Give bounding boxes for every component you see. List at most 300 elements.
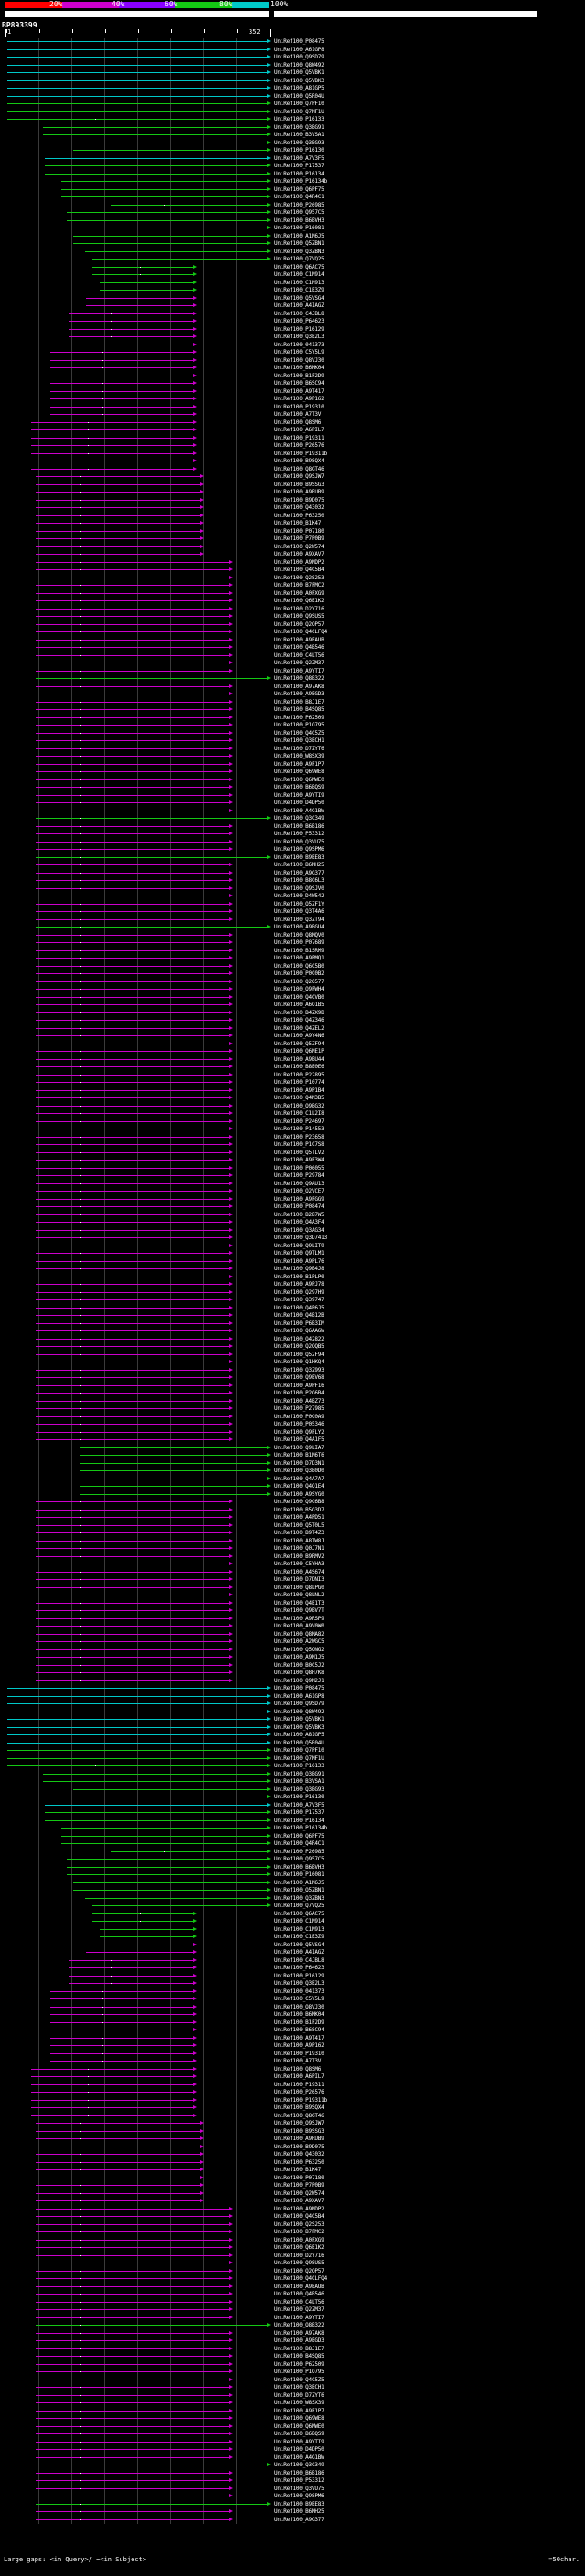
hit-label[interactable]: UniRef100_A9BU44: [274, 1055, 324, 1063]
hit-label[interactable]: UniRef100_Q9FLY2: [274, 1428, 324, 1436]
hit-label[interactable]: UniRef100_A9F1P7: [274, 760, 324, 768]
hit-label[interactable]: UniRef100_Q4C5B4: [274, 2213, 324, 2220]
hit-label[interactable]: UniRef100_A2WGC5: [274, 1638, 324, 1645]
hit-label[interactable]: UniRef100_B3VSA1: [274, 1778, 324, 1785]
hit-label[interactable]: UniRef100_Q5VSG4: [274, 294, 324, 302]
alignment-bar[interactable]: [36, 702, 230, 703]
alignment-bar[interactable]: [31, 422, 193, 423]
hit-label[interactable]: UniRef100_B9RMV2: [274, 1553, 324, 1560]
hit-label[interactable]: UniRef100_Q297H9: [274, 1288, 324, 1296]
alignment-bar[interactable]: [36, 1299, 230, 1300]
alignment-bar[interactable]: [50, 1991, 192, 1992]
alignment-bar[interactable]: [36, 631, 230, 632]
hit-label[interactable]: UniRef100_Q3ECH1: [274, 2384, 324, 2390]
hit-label[interactable]: UniRef100_Q5VBK1: [274, 1716, 324, 1723]
alignment-bar[interactable]: [36, 2286, 230, 2287]
alignment-bar[interactable]: [36, 2371, 230, 2372]
hit-label[interactable]: UniRef100_Q4B12B: [274, 1312, 324, 1319]
hit-label[interactable]: UniRef100_A9PF16: [274, 1382, 324, 1389]
hit-label[interactable]: UniRef100_Q6E1K2: [274, 598, 324, 604]
hit-label[interactable]: UniRef100_Q3VU75: [274, 2485, 324, 2492]
alignment-bar[interactable]: [73, 1789, 268, 1790]
hit-label[interactable]: UniRef100_C1E3Z9: [274, 1934, 324, 1940]
alignment-bar[interactable]: [36, 802, 230, 803]
hit-label[interactable]: UniRef100_Q8VJ30: [274, 356, 324, 364]
alignment-bar[interactable]: [7, 1765, 268, 1766]
alignment-bar[interactable]: [36, 1439, 230, 1440]
alignment-bar[interactable]: [92, 259, 267, 260]
alignment-bar[interactable]: [36, 507, 200, 508]
hit-label[interactable]: UniRef100_P0C0B2: [274, 970, 324, 977]
hit-label[interactable]: UniRef100_A9P162: [274, 396, 324, 402]
alignment-bar[interactable]: [36, 554, 200, 555]
hit-label[interactable]: UniRef100_Q8B322: [274, 2322, 324, 2328]
hit-label[interactable]: UniRef100_A4IAGZ: [274, 302, 324, 309]
hit-label[interactable]: UniRef100_A9P162: [274, 2042, 324, 2049]
hit-label[interactable]: UniRef100_Q8GT46: [274, 2112, 324, 2119]
hit-label[interactable]: UniRef100_Q43032: [274, 2151, 324, 2157]
hit-label[interactable]: UniRef100_Q8SM6: [274, 2065, 322, 2072]
alignment-bar[interactable]: [36, 1152, 230, 1153]
hit-label[interactable]: UniRef100_A9T417: [274, 387, 324, 395]
hit-label[interactable]: UniRef100_P26576: [274, 2089, 324, 2095]
alignment-bar[interactable]: [36, 2255, 230, 2256]
alignment-bar[interactable]: [111, 1851, 268, 1852]
hit-label[interactable]: UniRef100_P16130: [274, 147, 324, 154]
alignment-bar[interactable]: [36, 1082, 230, 1083]
hit-label[interactable]: UniRef100_Q2QQB5: [274, 1343, 324, 1350]
hit-label[interactable]: UniRef100_Q4A1F5: [274, 1436, 324, 1443]
hit-label[interactable]: UniRef100_Q8W492: [274, 61, 324, 69]
alignment-bar[interactable]: [36, 500, 200, 501]
alignment-bar[interactable]: [36, 538, 200, 539]
hit-label[interactable]: UniRef100_Q8SM6: [274, 419, 322, 426]
hit-label[interactable]: UniRef100_B1PLP0: [274, 1273, 324, 1280]
hit-label[interactable]: UniRef100_C4JBL8: [274, 310, 324, 317]
alignment-bar[interactable]: [36, 927, 268, 928]
alignment-bar[interactable]: [7, 1734, 268, 1735]
alignment-bar[interactable]: [36, 1222, 230, 1223]
hit-label[interactable]: UniRef100_Q7VQ25: [274, 1903, 324, 1909]
hit-label[interactable]: UniRef100_Q9SD79: [274, 1701, 324, 1707]
hit-label[interactable]: UniRef100_Q6AC75: [274, 1910, 324, 1917]
hit-label[interactable]: UniRef100_B9SQX4: [274, 458, 324, 464]
alignment-bar[interactable]: [45, 1812, 268, 1813]
hit-label[interactable]: UniRef100_Q957C5: [274, 209, 324, 216]
hit-label[interactable]: UniRef100_D7ZYT6: [274, 2391, 324, 2399]
alignment-bar[interactable]: [36, 1253, 230, 1254]
hit-label[interactable]: UniRef100_Q5R04U: [274, 92, 324, 100]
hit-label[interactable]: UniRef100_Q4B546: [274, 644, 324, 651]
hit-label[interactable]: UniRef100_P16081: [274, 225, 324, 231]
alignment-bar[interactable]: [36, 1051, 230, 1052]
hit-label[interactable]: UniRef100_Q7MF1U: [274, 108, 324, 115]
hit-label[interactable]: UniRef100_P17537: [274, 163, 324, 169]
hit-label[interactable]: UniRef100_B1F2D9: [274, 2019, 324, 2026]
alignment-bar[interactable]: [36, 1090, 230, 1091]
alignment-bar[interactable]: [36, 935, 230, 936]
hit-label[interactable]: UniRef100_P16134b: [274, 178, 328, 185]
hit-label[interactable]: UniRef100_Q2QP57: [274, 620, 324, 628]
hit-label[interactable]: UniRef100_B9D075: [274, 496, 324, 504]
alignment-bar[interactable]: [36, 523, 200, 524]
alignment-bar[interactable]: [36, 1183, 230, 1184]
hit-label[interactable]: UniRef100_Q4C5Z5: [274, 2376, 324, 2383]
alignment-bar[interactable]: [36, 1501, 230, 1502]
alignment-bar[interactable]: [61, 189, 268, 190]
hit-label[interactable]: UniRef100_B8J1E7: [274, 698, 324, 705]
alignment-bar[interactable]: [36, 709, 230, 710]
hit-label[interactable]: UniRef100_D7DNI3: [274, 1576, 324, 1583]
alignment-bar[interactable]: [31, 2069, 193, 2070]
hit-label[interactable]: UniRef100_Q69WE8: [274, 769, 324, 775]
hit-label[interactable]: UniRef100_A9G377: [274, 869, 324, 876]
alignment-bar[interactable]: [31, 453, 193, 454]
hit-label[interactable]: UniRef100_Q5TLV2: [274, 1149, 324, 1156]
hit-label[interactable]: UniRef100_A9Y4N6: [274, 1033, 324, 1039]
hit-label[interactable]: UniRef100_Q9SUS5: [274, 2260, 324, 2266]
alignment-bar[interactable]: [36, 1657, 230, 1658]
alignment-bar[interactable]: [36, 857, 268, 858]
alignment-bar[interactable]: [61, 1836, 268, 1837]
alignment-bar[interactable]: [36, 1330, 230, 1331]
alignment-bar[interactable]: [36, 1168, 230, 1169]
alignment-bar[interactable]: [100, 282, 192, 283]
hit-label[interactable]: UniRef100_P19310: [274, 403, 324, 410]
hit-label[interactable]: UniRef100_Q2VCE7: [274, 1188, 324, 1194]
alignment-bar[interactable]: [36, 678, 268, 679]
alignment-bar[interactable]: [36, 609, 230, 610]
alignment-bar[interactable]: [36, 1517, 230, 1518]
hit-label[interactable]: UniRef100_Q9LIT9: [274, 1242, 324, 1249]
hit-label[interactable]: UniRef100_Q4C5B4: [274, 567, 324, 573]
hit-label[interactable]: UniRef100_P08475: [274, 1685, 324, 1691]
hit-label[interactable]: UniRef100_Q9M2J1: [274, 1677, 324, 1684]
hit-label[interactable]: UniRef100_P1Q795: [274, 2369, 324, 2375]
alignment-bar[interactable]: [73, 150, 268, 151]
hit-label[interactable]: UniRef100_A61GP8: [274, 1692, 324, 1700]
hit-label[interactable]: UniRef100_W8SX39: [274, 753, 324, 759]
alignment-bar[interactable]: [100, 290, 192, 291]
alignment-bar[interactable]: [36, 2387, 230, 2388]
hit-label[interactable]: UniRef100_P19310: [274, 2050, 324, 2057]
alignment-bar[interactable]: [36, 1004, 230, 1005]
alignment-bar[interactable]: [7, 1727, 268, 1728]
alignment-bar[interactable]: [36, 1292, 230, 1293]
hit-label[interactable]: UniRef100_B6BVH3: [274, 1863, 324, 1871]
alignment-bar[interactable]: [36, 600, 230, 601]
hit-label[interactable]: UniRef100_Q5ZBN1: [274, 240, 324, 247]
alignment-bar[interactable]: [36, 833, 230, 834]
alignment-bar[interactable]: [36, 2302, 230, 2303]
hit-label[interactable]: UniRef100_Q3BG91: [274, 1770, 324, 1777]
hit-label[interactable]: UniRef100_Q3Z993: [274, 1366, 324, 1373]
alignment-bar[interactable]: [7, 1743, 268, 1744]
hit-label[interactable]: UniRef100_B6SC94: [274, 2027, 324, 2033]
hit-label[interactable]: UniRef100_A9T417: [274, 2034, 324, 2041]
hit-label[interactable]: UniRef100_C4LT56: [274, 652, 324, 659]
alignment-bar[interactable]: [36, 1214, 230, 1215]
hit-label[interactable]: UniRef100_P26985: [274, 1848, 324, 1855]
hit-label[interactable]: UniRef100_Q6NWE0: [274, 2422, 324, 2430]
alignment-bar[interactable]: [36, 864, 230, 865]
alignment-bar[interactable]: [7, 41, 268, 42]
alignment-bar[interactable]: [80, 1470, 268, 1471]
alignment-bar[interactable]: [7, 57, 268, 58]
hit-label[interactable]: UniRef100_A4G1BW: [274, 2454, 324, 2461]
hit-label[interactable]: UniRef100_P16081: [274, 1871, 324, 1878]
hit-label[interactable]: UniRef100_Q9BV7T: [274, 1607, 324, 1614]
hit-label[interactable]: UniRef100_A7T3V: [274, 411, 322, 418]
alignment-bar[interactable]: [43, 1781, 267, 1782]
alignment-bar[interactable]: [36, 1556, 230, 1557]
alignment-bar[interactable]: [36, 671, 230, 672]
hit-label[interactable]: UniRef100_B0C5J2: [274, 1661, 324, 1669]
hit-label[interactable]: UniRef100_Q5QNG2: [274, 1646, 324, 1653]
alignment-bar[interactable]: [7, 1696, 268, 1697]
alignment-bar[interactable]: [36, 2247, 230, 2248]
alignment-bar[interactable]: [36, 2162, 200, 2163]
alignment-bar[interactable]: [36, 1323, 230, 1324]
hit-label[interactable]: UniRef100_Q9SUS5: [274, 613, 324, 620]
hit-label[interactable]: UniRef100_A9PMQ1: [274, 955, 324, 961]
alignment-bar[interactable]: [36, 771, 230, 772]
hit-label[interactable]: UniRef100_P05346: [274, 1421, 324, 1427]
hit-label[interactable]: UniRef100_Q9TLM1: [274, 1250, 324, 1256]
hit-label[interactable]: UniRef100_Q2ZM37: [274, 660, 324, 666]
alignment-bar[interactable]: [50, 2014, 192, 2015]
hit-label[interactable]: UniRef100_Q9SJW7: [274, 2120, 324, 2126]
alignment-bar[interactable]: [36, 2426, 230, 2427]
hit-label[interactable]: UniRef100_P17537: [274, 1809, 324, 1816]
hit-label[interactable]: UniRef100_A9P1B4: [274, 1087, 324, 1094]
alignment-bar[interactable]: [36, 942, 230, 943]
hit-label[interactable]: UniRef100_Q9SPM6: [274, 2493, 324, 2499]
hit-label[interactable]: UniRef100_Q3ZBN3: [274, 1894, 324, 1902]
alignment-bar[interactable]: [43, 127, 267, 128]
alignment-bar[interactable]: [36, 1672, 230, 1673]
hit-label[interactable]: UniRef100_A61GP8: [274, 46, 324, 53]
alignment-bar[interactable]: [50, 391, 192, 392]
alignment-bar[interactable]: [36, 593, 230, 594]
hit-label[interactable]: UniRef100_B4SQ85: [274, 2353, 324, 2359]
alignment-bar[interactable]: [36, 764, 230, 765]
alignment-bar[interactable]: [111, 205, 268, 206]
hit-label[interactable]: UniRef100_Q9C6B8: [274, 1499, 324, 1505]
alignment-bar[interactable]: [36, 2216, 230, 2217]
alignment-bar[interactable]: [36, 1066, 230, 1067]
alignment-bar[interactable]: [31, 429, 193, 430]
hit-label[interactable]: UniRef100_Q2ZM37: [274, 2306, 324, 2313]
alignment-bar[interactable]: [7, 65, 268, 66]
hit-label[interactable]: UniRef100_B3VSA1: [274, 132, 324, 138]
alignment-bar[interactable]: [36, 2200, 200, 2201]
hit-label[interactable]: UniRef100_B1K47: [274, 520, 322, 526]
hit-label[interactable]: UniRef100_P63250: [274, 2158, 324, 2166]
alignment-bar[interactable]: [7, 103, 268, 104]
hit-label[interactable]: UniRef100_A7V3F5: [274, 154, 324, 162]
hit-label[interactable]: UniRef100_B6SC94: [274, 380, 324, 387]
alignment-bar[interactable]: [36, 2333, 230, 2334]
alignment-bar[interactable]: [36, 2209, 230, 2210]
hit-label[interactable]: UniRef100_A0FXG9: [274, 2236, 324, 2243]
alignment-bar[interactable]: [50, 414, 192, 415]
hit-label[interactable]: UniRef100_Q957C5: [274, 1856, 324, 1862]
hit-label[interactable]: UniRef100_P7P0B9: [274, 2182, 324, 2189]
alignment-bar[interactable]: [36, 1579, 230, 1580]
alignment-bar[interactable]: [36, 1268, 230, 1269]
hit-label[interactable]: UniRef100_P27985: [274, 1405, 324, 1412]
hit-label[interactable]: UniRef100_A9NDP2: [274, 2205, 324, 2212]
hit-label[interactable]: UniRef100_C1L2I8: [274, 1110, 324, 1117]
alignment-bar[interactable]: [67, 1874, 267, 1875]
alignment-bar[interactable]: [36, 911, 230, 912]
hit-label[interactable]: UniRef100_P07689: [274, 939, 324, 946]
hit-label[interactable]: UniRef100_Q3AG34: [274, 1226, 324, 1234]
alignment-bar[interactable]: [86, 298, 192, 299]
hit-label[interactable]: UniRef100_D7ZYT6: [274, 745, 324, 752]
alignment-bar[interactable]: [61, 181, 268, 182]
alignment-bar[interactable]: [36, 888, 230, 889]
hit-label[interactable]: UniRef100_P16133: [274, 1763, 324, 1769]
hit-label[interactable]: UniRef100_P16134: [274, 170, 324, 177]
alignment-bar[interactable]: [36, 779, 230, 780]
alignment-bar[interactable]: [36, 1377, 230, 1378]
alignment-bar[interactable]: [36, 958, 230, 959]
alignment-bar[interactable]: [50, 2022, 192, 2023]
alignment-bar[interactable]: [36, 1261, 230, 1262]
alignment-bar[interactable]: [80, 1447, 268, 1448]
alignment-bar[interactable]: [36, 686, 230, 687]
alignment-bar[interactable]: [36, 476, 200, 477]
alignment-bar[interactable]: [7, 119, 268, 120]
hit-label[interactable]: UniRef100_Q9LIA7: [274, 1444, 324, 1451]
alignment-bar[interactable]: [80, 1455, 268, 1456]
alignment-bar[interactable]: [69, 313, 192, 314]
alignment-bar[interactable]: [36, 1634, 230, 1635]
hit-label[interactable]: UniRef100_P14553: [274, 1126, 324, 1132]
hit-label[interactable]: UniRef100_P26985: [274, 201, 324, 208]
hit-label[interactable]: UniRef100_Q3C349: [274, 2462, 324, 2468]
alignment-bar[interactable]: [7, 1703, 268, 1704]
alignment-bar[interactable]: [36, 1572, 230, 1573]
hit-label[interactable]: UniRef100_B9EE83: [274, 853, 324, 861]
hit-label[interactable]: UniRef100_Q3BG91: [274, 123, 324, 131]
alignment-bar[interactable]: [36, 2317, 230, 2318]
hit-label[interactable]: UniRef100_B9D075: [274, 2143, 324, 2150]
hit-label[interactable]: UniRef100_Q9B4J8: [274, 1266, 324, 1272]
hit-label[interactable]: UniRef100_Q8B322: [274, 675, 324, 682]
hit-label[interactable]: UniRef100_Q3VU75: [274, 838, 324, 845]
alignment-bar[interactable]: [36, 733, 230, 734]
alignment-bar[interactable]: [36, 647, 230, 648]
alignment-bar[interactable]: [36, 1626, 230, 1627]
hit-label[interactable]: UniRef100_B8J1E7: [274, 2345, 324, 2352]
hit-label[interactable]: UniRef100_P16129: [274, 325, 324, 333]
hit-label[interactable]: UniRef100_P62509: [274, 714, 324, 721]
hit-label[interactable]: UniRef100_A9NDP2: [274, 558, 324, 566]
hit-label[interactable]: UniRef100_A9PL76: [274, 1257, 324, 1265]
alignment-bar[interactable]: [36, 624, 230, 625]
hit-label[interactable]: UniRef100_Q4C5Z5: [274, 729, 324, 737]
alignment-bar[interactable]: [36, 1137, 230, 1138]
alignment-bar[interactable]: [36, 2309, 230, 2310]
alignment-bar[interactable]: [45, 1805, 268, 1806]
alignment-bar[interactable]: [92, 1905, 267, 1906]
alignment-bar[interactable]: [36, 2356, 230, 2357]
alignment-bar[interactable]: [36, 2442, 230, 2443]
alignment-bar[interactable]: [36, 2154, 200, 2155]
hit-label[interactable]: UniRef100_Q5ZF1Y: [274, 900, 324, 907]
alignment-bar[interactable]: [100, 1936, 192, 1937]
hit-label[interactable]: UniRef100_041373: [274, 1988, 324, 1995]
hit-label[interactable]: UniRef100_Q9SPM6: [274, 846, 324, 853]
alignment-bar[interactable]: [36, 1113, 230, 1114]
hit-label[interactable]: UniRef100_A9SYG0: [274, 1490, 324, 1498]
hit-label[interactable]: UniRef100_P19311b: [274, 450, 328, 457]
hit-label[interactable]: UniRef100_P16130: [274, 1794, 324, 1800]
hit-label[interactable]: UniRef100_Q6C5B0: [274, 962, 324, 970]
hit-label[interactable]: UniRef100_Q4E1T3: [274, 1599, 324, 1606]
hit-label[interactable]: UniRef100_A9YTI9: [274, 2438, 324, 2445]
hit-label[interactable]: UniRef100_Q3BG93: [274, 1786, 324, 1793]
hit-label[interactable]: UniRef100_A97AK8: [274, 2329, 324, 2337]
alignment-bar[interactable]: [36, 2231, 230, 2232]
hit-label[interactable]: UniRef100_Q8MQV0: [274, 931, 324, 938]
hit-label[interactable]: UniRef100_P2G6B4: [274, 1390, 324, 1396]
hit-label[interactable]: UniRef100_Q7PF10: [274, 101, 324, 107]
hit-label[interactable]: UniRef100_Q5VBK1: [274, 69, 324, 76]
hit-label[interactable]: UniRef100_Q3T4A6: [274, 908, 324, 915]
hit-label[interactable]: UniRef100_Q5VSG4: [274, 1941, 324, 1948]
hit-label[interactable]: UniRef100_C5YHA3: [274, 1561, 324, 1567]
alignment-bar[interactable]: [31, 2076, 193, 2077]
hit-label[interactable]: UniRef100_A7V3F5: [274, 1801, 324, 1808]
hit-label[interactable]: UniRef100_Q9SD79: [274, 54, 324, 60]
alignment-bar[interactable]: [69, 321, 192, 322]
hit-label[interactable]: UniRef100_P62509: [274, 2360, 324, 2368]
alignment-bar[interactable]: [36, 997, 230, 998]
alignment-bar[interactable]: [67, 212, 267, 213]
alignment-bar[interactable]: [36, 1541, 230, 1542]
hit-label[interactable]: UniRef100_C1N913: [274, 279, 324, 286]
hit-label[interactable]: UniRef100_A4IAGZ: [274, 1949, 324, 1956]
hit-label[interactable]: UniRef100_P53312: [274, 2477, 324, 2484]
hit-label[interactable]: UniRef100_A9BGU4: [274, 924, 324, 930]
hit-label[interactable]: UniRef100_B1F2D9: [274, 372, 324, 379]
alignment-bar[interactable]: [86, 305, 192, 306]
hit-label[interactable]: UniRef100_Q9SJV0: [274, 885, 324, 892]
alignment-bar[interactable]: [36, 2325, 268, 2326]
alignment-bar[interactable]: [36, 655, 230, 656]
alignment-bar[interactable]: [50, 2007, 192, 2008]
alignment-bar[interactable]: [36, 1548, 230, 1549]
alignment-bar[interactable]: [36, 981, 230, 982]
hit-label[interactable]: UniRef100_A6Q1B5: [274, 1002, 324, 1008]
alignment-bar[interactable]: [92, 1921, 193, 1922]
hit-label[interactable]: UniRef100_Q4P6J5: [274, 1304, 324, 1311]
hit-label[interactable]: UniRef100_A81GP5: [274, 85, 324, 91]
alignment-bar[interactable]: [50, 360, 192, 361]
hit-label[interactable]: UniRef100_Q2Q577: [274, 978, 324, 985]
hit-label[interactable]: UniRef100_P19311b: [274, 2096, 328, 2104]
hit-label[interactable]: UniRef100_Q3E2L3: [274, 334, 324, 340]
alignment-bar[interactable]: [7, 111, 268, 112]
hit-label[interactable]: UniRef100_A9RUB9: [274, 2136, 324, 2142]
hit-label[interactable]: UniRef100_Q42822: [274, 1335, 324, 1342]
hit-label[interactable]: UniRef100_Q8LNL2: [274, 1592, 324, 1598]
hit-label[interactable]: UniRef100_B2B7W5: [274, 1211, 324, 1218]
